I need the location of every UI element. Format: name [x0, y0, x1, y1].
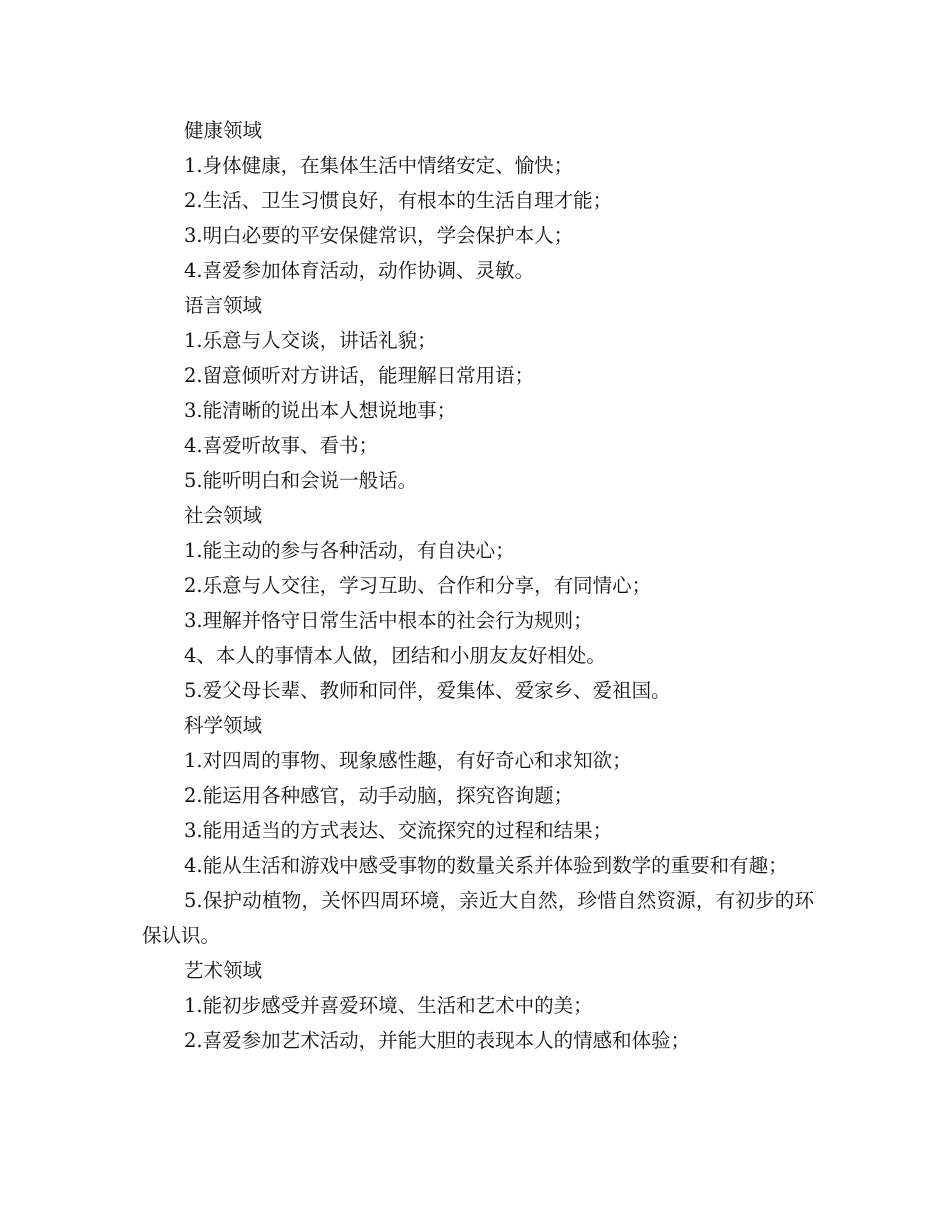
section-art	[142, 953, 814, 1058]
section-social	[142, 498, 814, 708]
document-body	[142, 113, 814, 1058]
list-item: 5.爱父母长辈、教师和同伴，爱集体、爱家乡、爱祖国。	[184, 679, 671, 702]
list-item: 1.身体健康，在集体生活中情绪安定、愉快；	[184, 154, 574, 177]
list-item: 1.对四周的事物、现象感性趣，有好奇心和求知欲；	[184, 749, 632, 772]
list-item: 1.能主动的参与各种活动，有自决心；	[184, 539, 515, 562]
list-item: 2.喜爱参加艺术活动，并能大胆的表现本人的情感和体验；	[184, 1029, 691, 1052]
list-item: 4、本人的事情本人做，团结和小朋友友好相处。	[184, 644, 606, 667]
section-heading: 艺术领域	[184, 959, 263, 982]
list-item: 4.能从生活和游戏中感受事物的数量关系并体验到数学的重要和有趣；	[184, 854, 788, 877]
section-science	[142, 708, 814, 953]
list-item: 3.理解并恪守日常生活中根本的社会行为规则；	[184, 609, 593, 632]
section-heading: 健康领域	[184, 119, 263, 142]
list-item: 4.喜爱听故事、看书；	[184, 434, 379, 457]
list-item: 2.生活、卫生习惯良好，有根本的生活自理才能；	[184, 189, 613, 212]
list-item: 2.乐意与人交往，学习互助、合作和分享，有同情心；	[184, 574, 652, 597]
list-item: 4.喜爱参加体育活动，动作协调、灵敏。	[184, 259, 535, 282]
section-heading: 社会领域	[184, 504, 263, 527]
section-language	[142, 288, 814, 498]
section-heading: 语言领域	[184, 294, 263, 317]
section-heading: 科学领域	[184, 714, 263, 737]
list-item: 2.留意倾听对方讲话，能理解日常用语；	[184, 364, 535, 387]
list-item: 1.乐意与人交谈，讲话礼貌；	[184, 329, 437, 352]
list-item: 3.能清晰的说出本人想说地事；	[184, 399, 457, 422]
list-item: 5.能听明白和会说一般话。	[184, 469, 418, 492]
list-item: 5.保护动植物，关怀四周环境，亲近大自然，珍惜自然资源，有初步的环保认识。	[142, 889, 814, 947]
list-item: 3.能用适当的方式表达、交流探究的过程和结果；	[184, 819, 613, 842]
list-item: 3.明白必要的平安保健常识，学会保护本人；	[184, 224, 574, 247]
section-health	[142, 113, 814, 288]
list-item: 2.能运用各种感官，动手动脑，探究咨询题；	[184, 784, 574, 807]
list-item: 1.能初步感受并喜爱环境、生活和艺术中的美；	[184, 994, 593, 1017]
